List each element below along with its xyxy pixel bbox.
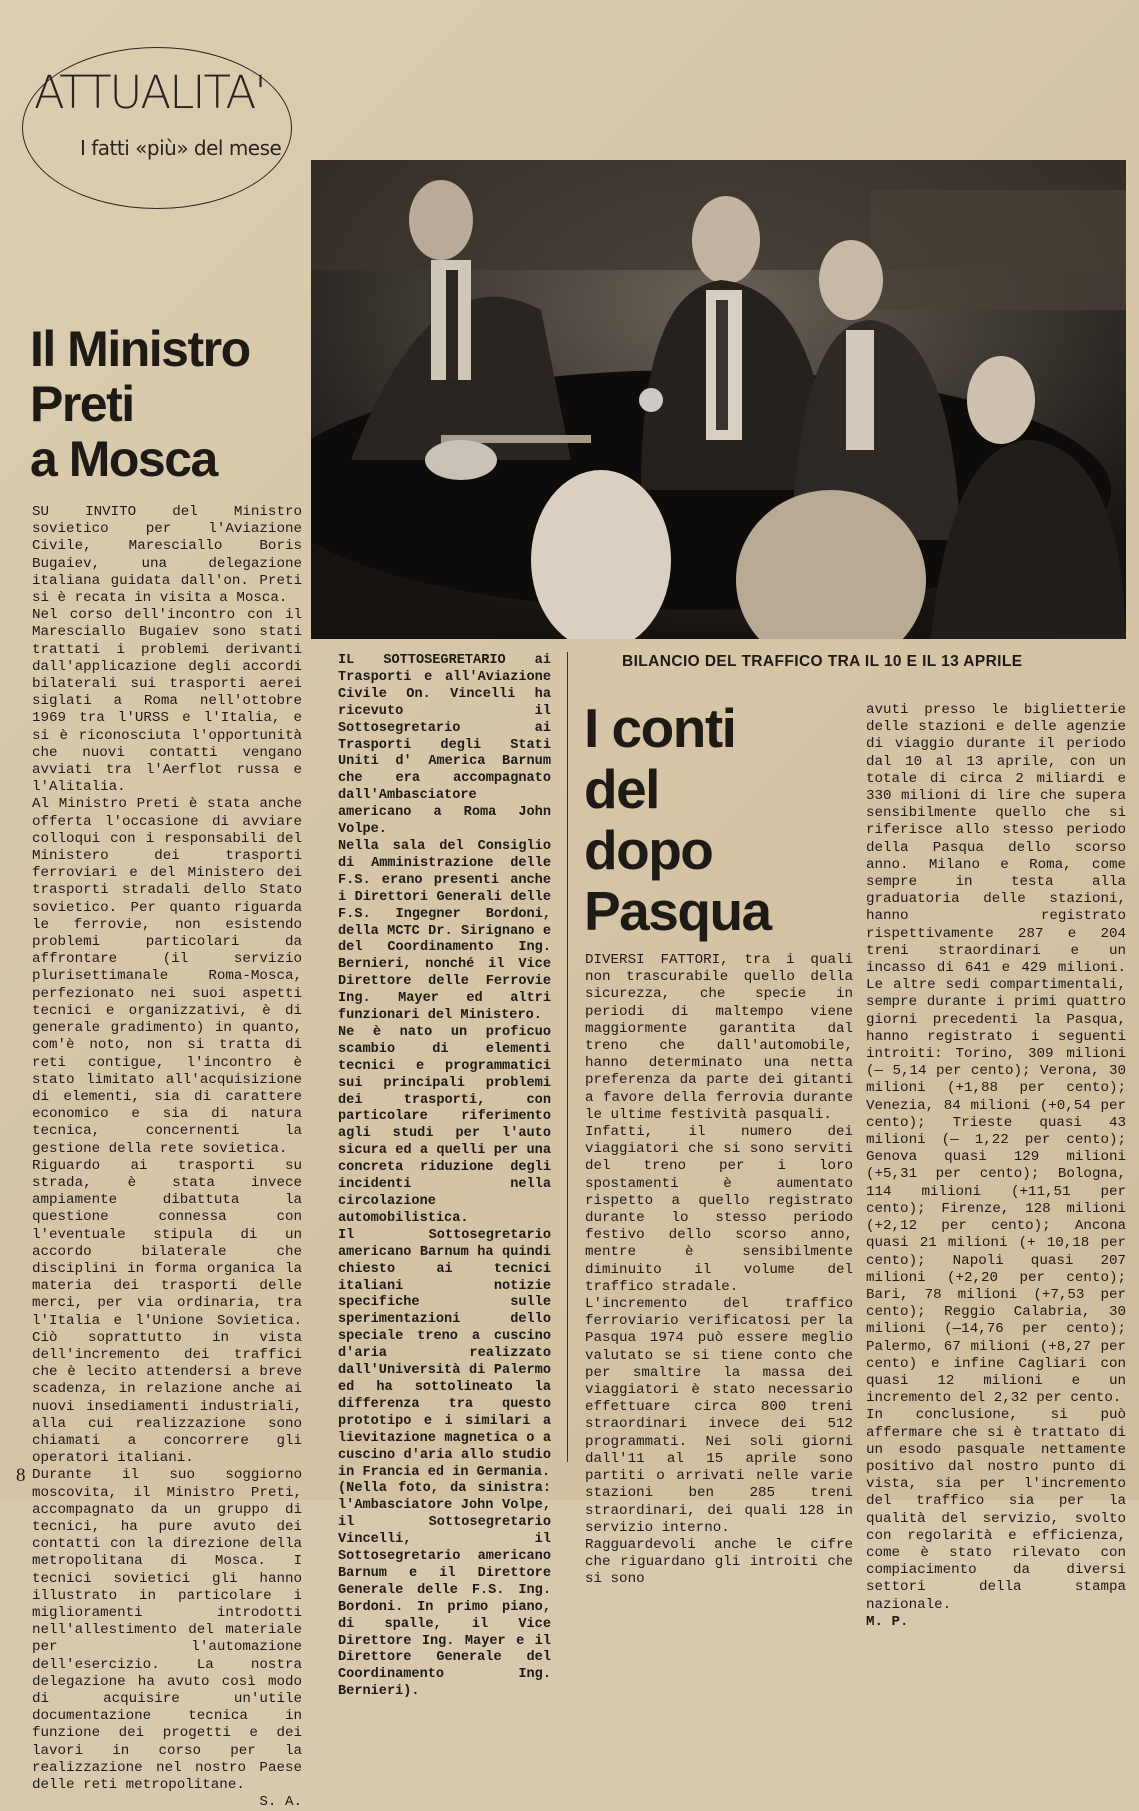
article1-headline (30, 322, 310, 487)
article2-paragraph: Nella sala del Consiglio di Amministrazione delle F.S. erano presenti anche i Direttori Generali delle F.S. Ingegner Bordoni, della MCTC Dr. Sirignano e del Coordinamento Ing. Bernieri, nonché il Vice Direttore delle Ferrovie Ing. Mayer ed altri funzionari del Ministero. (338, 838, 551, 1024)
article1-paragraph: Nel corso dell'incontro con il Maresciallo Bugaiev sono stati trattati i problemi derivanti dall'applicazione degli accordi bilaterali sui trasporti aerei siglati a Roma nell'ottobre 1969 tra l'URSS e l'Italia, e si è riconosciuta l'opportunità che nuovi contatti vengano avviati tra l'Aerflot russa e l'Alitalia. (32, 607, 302, 796)
article3-continuation (866, 702, 1126, 1631)
article3-paragraph: Ragguardevoli anche le cifre che riguardano gli introiti che si sono (585, 1536, 853, 1588)
column-divider (567, 652, 568, 1462)
article1-paragraph: Durante il suo soggiorno moscovita, il Ministro Preti, accompagnato da un gruppo di tecnici, ha pure avuto dei contatti con la direzione della metropolitana di Mosca. I tecnici sovietici gli hanno illustrato in particolare i miglioramenti introdotti nell'allestimento del materiale per l'automazione dell'esercizio. La nostra delegazione ha avuto così modo di acquisire un'utile documentazione tecnica in funzione dei progetti e dei lavori in corso per la realizzazione nel nostro Paese delle reti metropolitane. (32, 1467, 302, 1794)
photo-caption: (Nella foto, da sinistra: l'Ambasciatore John Volpe, il Sottosegretario Vincelli, il Sottosegretario americano Barnum e il Direttore Generale delle F.S. Ing. Bordoni. In primo piano, di spalle, il Vice Direttore Ing. Mayer e il Direttore Generale del Coordinamento Ing. Bernieri). (338, 1481, 551, 1700)
article3-paragraph: L'incremento del traffico ferroviario verificatosi per la Pasqua 1974 può essere meglio valutato se si tiene conto che per smaltire la massa dei viaggiatori è stato necessario effettuare circa 800 treni straordinari invece dei 512 programmati. Nei soli giorni dall'11 al 15 aprile sono partiti o arrivati nelle varie stazioni ben 285 treni straordinari, dei quali 128 in servizio interno. (585, 1296, 853, 1536)
article1-paragraph: SU INVITO del Ministro sovietico per l'Aviazione Civile, Maresciallo Boris Bugaiev, una delegazione italiana guidata dall'on. Preti si è recata in visita a Mosca. (32, 504, 302, 607)
article1-signature-text: S. A. (259, 1794, 302, 1811)
meeting-photo-illustration (311, 160, 1126, 639)
article1-headline-line: a Mosca (30, 431, 217, 487)
article3-headline (584, 698, 844, 942)
article3-paragraph: In conclusione, si può affermare che si è trattato di un esodo pasquale nettamente positivo dal nostro punto di vista, sia per l'incremento del traffico sia per la qualità del servizio, svolto con regolarità e efficienza, come è stato rilevato con compiacimento da diversi settori della stampa nazionale. (866, 1407, 1126, 1613)
article3-headline-line: I conti (584, 697, 736, 759)
article1-paragraph: Riguardo ai trasporti su strada, è stata invece ampiamente dibattuta la questione connessa con l'eventuale stipula di un accordo bilaterale che disciplini in forma organica la materia dei trasporti delle merci, per via ordinaria, tra l'Italia e l'Unione Sovietica. Ciò soprattutto in vista dell'incremento dei traffici che è lecito attendersi a breve scadenza, in relazione anche ai nuovi insediamenti industriali, alla cui realizzazione sono chiamati a concorrere gli operatori italiani. (32, 1157, 302, 1467)
article3-headline-line: dopo (584, 819, 713, 881)
page-number: 8 (16, 1465, 26, 1486)
rubric-title: ATTUALITA' (34, 66, 265, 119)
article2-body (338, 653, 551, 1701)
meeting-photo (311, 160, 1126, 639)
article3-headline-line: Pasqua (584, 880, 771, 942)
article3-paragraph: Infatti, il numero dei viaggiatori che si sono serviti del treno per i loro spostamenti è aumentato rispetto a quello registrato durante lo stesso periodo festivo dello scorso anno, mentre è sensibilmente diminuito il volume del traffico stradale. (585, 1124, 853, 1295)
article3-paragraph: avuti presso le biglietterie delle stazioni e delle agenzie di viaggio durante il periodo dal 10 al 13 aprile, con un totale di circa 2 miliardi e 330 milioni di lire che supera sensibilmente quello che si riferisce allo stesso periodo della Pasqua dello scorso anno. Milano e Roma, come sempre in testa alla graduatoria delle stazioni, hanno registrato rispettivamente 287 e 204 treni straordinari e un incasso di 641 e 429 milioni. Le altre sedi compartimentali, sempre durante i primi quattro giorni precedenti la Pasqua, hanno registrato i seguenti introiti: Torino, 309 milioni (— 5,14 per cento); Verona, 30 milioni (+1,88 per cento); Venezia, 84 milioni (+0,54 per cento); Trieste quasi 43 milioni (— 1,22 per cento); Genova quasi 129 milioni (+5,31 per cento); Bologna, 114 milioni (+11,51 per cento); Firenze, 128 milioni (+2,12 per cento); Ancona quasi 21 milioni (+ 10,18 per cento); Napoli quasi 207 milioni (+2,20 per cento); Bari, 78 milioni (+7,53 per cento); Reggio Calabria, 30 milioni (—14,76 per cento); Palermo, 67 milioni (+8,27 per cento) e infine Cagliari con quasi 12 milioni e un incremento del 2,32 per cento. (866, 702, 1126, 1407)
article1-body (32, 504, 302, 1811)
article3-paragraph: DIVERSI FATTORI, tra i quali non trascurabile quello della sicurezza, che specie in periodi di maltempo viene maggiormente garantita dal treno che dall'automobile, hanno determinato una netta preferenza da parte dei gitanti a favore della ferrovia durante le ultime festività pasquali. (585, 952, 853, 1123)
article1-headline-line: Preti (30, 376, 134, 432)
article3-body (585, 952, 853, 1589)
article1-headline-line: Il Ministro (30, 321, 250, 377)
article3-signature: M. P. (866, 1613, 909, 1630)
article1-paragraph: Al Ministro Preti è stata anche offerta l'occasione di avviare colloqui con i responsabili del Ministero dei trasporti ferroviari e del Ministero dei trasporti stradali dello Stato sovietico. Per quanto riguarda le ferrovie, non esistendo problemi particolari da affrontare (il servizio plurisettimanale Roma-Mosca, perfezionato nei suoi aspetti tecnici e organizzativi, è di generale gradimento) in quanto, com'è noto, non si tratta di reti contigue, l'incontro è stato limitato all'acquisizione di elementi, sia di carattere economico e sia di natura tecnica, concernenti la gestione della rete sovietica. (32, 796, 302, 1157)
article2-paragraph: Il Sottosegretario americano Barnum ha quindi chiesto ai tecnici italiani notizie specifiche sulle sperimentazioni dello speciale treno a cuscino d'aria realizzato dall'Università di Palermo ed ha sottolineato la differenza tra questo prototipo e i similari a lievitazione magnetica o a cuscino d'aria allo studio in Francia ed in Germania. (338, 1227, 551, 1480)
article3-kicker: BILANCIO DEL TRAFFICO TRA IL 10 E IL 13 APRILE (622, 653, 1023, 670)
article2-paragraph: IL SOTTOSEGRETARIO ai Trasporti e all'Aviazione Civile On. Vincelli ha ricevuto il Sottosegretario ai Trasporti degli Stati Uniti d' America Barnum che era accompagnato dall'Ambasciatore americano a Roma John Volpe. (338, 653, 551, 838)
article1-signature (32, 1794, 302, 1811)
article2-paragraph: Ne è nato un proficuo scambio di elementi tecnici e programmatici sui principali problemi dei trasporti, con particolare riferimento agli studi per l'auto sicura ed a quelli per una concreta riduzione degli incidenti nella circolazione automobilistica. (338, 1024, 551, 1226)
rubric-subtitle: I fatti «più» del mese (80, 136, 282, 160)
article3-headline-line: del (584, 758, 659, 820)
